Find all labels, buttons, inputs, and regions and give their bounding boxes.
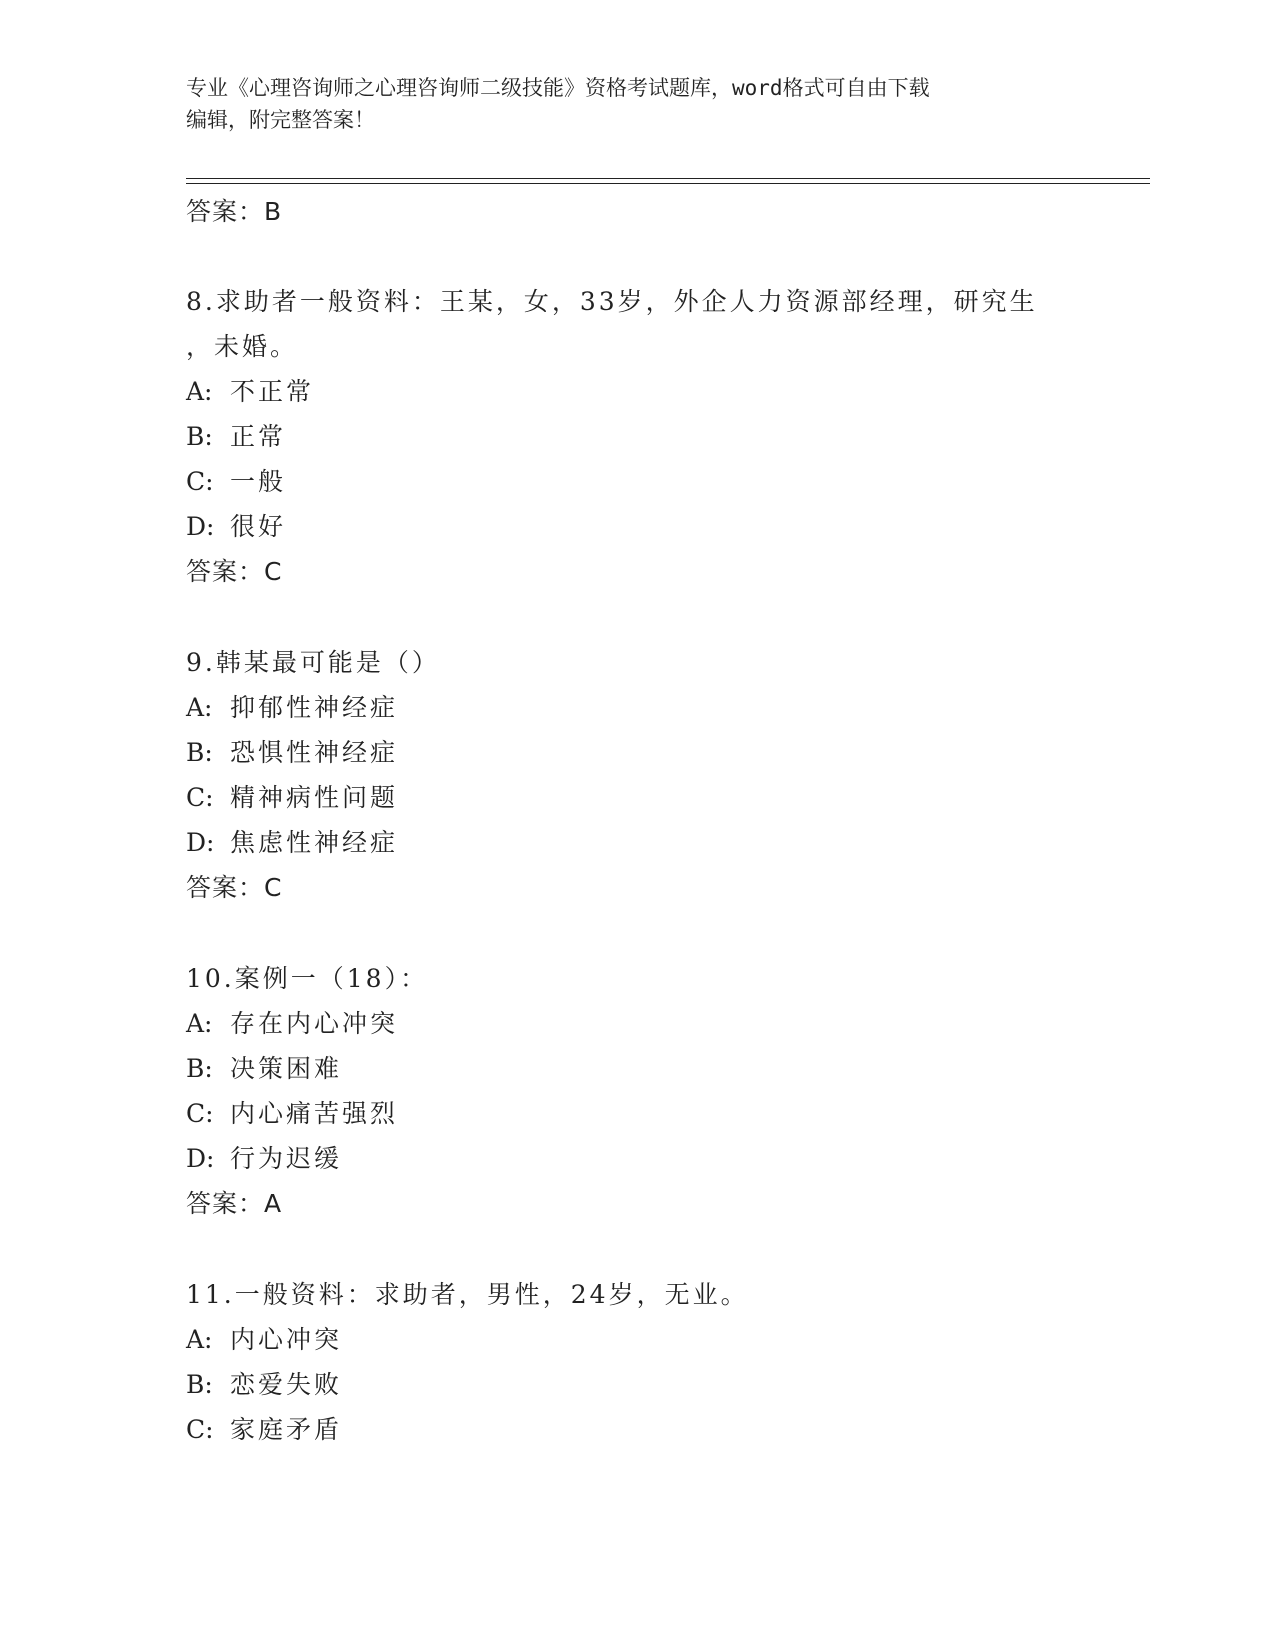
option-text: 家庭矛盾	[230, 1415, 343, 1444]
option-a	[186, 1001, 1086, 1046]
question-list	[186, 190, 1086, 1452]
option-letter: A:	[186, 1009, 213, 1038]
option-text: 很好	[230, 512, 287, 541]
option-d	[186, 1136, 1086, 1181]
option-text: 内心冲突	[230, 1325, 343, 1354]
option-letter: B:	[186, 1370, 213, 1399]
answer-line: 答案：C	[186, 557, 283, 586]
option-text: 抑郁性神经症	[230, 693, 399, 722]
question-text: 9.韩某最可能是（）	[186, 648, 440, 677]
spacer	[186, 234, 1086, 279]
option-letter: D:	[186, 512, 215, 541]
option-text: 焦虑性神经症	[230, 828, 399, 857]
question-text: 10.案例一（18）：	[186, 964, 429, 993]
option-text: 恋爱失败	[230, 1370, 343, 1399]
option-text: 存在内心冲突	[230, 1009, 399, 1038]
option-b	[186, 730, 1086, 775]
question-block	[186, 1272, 1086, 1452]
option-text: 决策困难	[230, 1054, 343, 1083]
option-c	[186, 775, 1086, 820]
option-letter: C:	[186, 467, 214, 496]
option-letter: D:	[186, 1144, 215, 1173]
option-text: 一般	[230, 467, 287, 496]
header-line-2: 编辑，附完整答案！	[186, 108, 375, 132]
option-letter: B:	[186, 422, 213, 451]
spacer	[186, 1227, 1086, 1272]
option-b	[186, 1362, 1086, 1407]
option-b	[186, 414, 1086, 459]
option-letter: C:	[186, 1099, 214, 1128]
header-divider-bottom	[186, 183, 1150, 184]
header-line-1: 专业《心理咨询师之心理咨询师二级技能》资格考试题库，word格式可自由下载	[186, 76, 930, 100]
option-letter: C:	[186, 783, 214, 812]
option-c	[186, 459, 1086, 504]
question-text-continued: ，未婚。	[186, 332, 299, 361]
answer-line: 答案：A	[186, 1189, 283, 1218]
option-letter: B:	[186, 738, 213, 767]
option-letter: A:	[186, 377, 213, 406]
option-text: 内心痛苦强烈	[230, 1099, 399, 1128]
option-b	[186, 1046, 1086, 1091]
option-letter: A:	[186, 1325, 213, 1354]
option-a	[186, 1317, 1086, 1362]
option-letter: B:	[186, 1054, 213, 1083]
spacer	[186, 595, 1086, 640]
question-block	[186, 640, 1086, 911]
option-c	[186, 1407, 1086, 1452]
option-d	[186, 820, 1086, 865]
option-text: 正常	[230, 422, 287, 451]
option-text: 恐惧性神经症	[230, 738, 399, 767]
option-letter: A:	[186, 693, 213, 722]
document-header	[186, 72, 1076, 136]
option-a	[186, 685, 1086, 730]
option-letter: D:	[186, 828, 215, 857]
option-letter: C:	[186, 1415, 214, 1444]
header-divider-top	[186, 178, 1150, 179]
question-block	[186, 956, 1086, 1227]
question-text: 8.求助者一般资料：王某，女，33岁，外企人力资源部经理，研究生	[186, 287, 1038, 316]
option-text: 不正常	[230, 377, 315, 406]
option-a	[186, 369, 1086, 414]
option-text: 行为迟缓	[230, 1144, 343, 1173]
question-text: 11.一般资料：求助者，男性，24岁，无业。	[186, 1280, 749, 1309]
option-c	[186, 1091, 1086, 1136]
spacer	[186, 911, 1086, 956]
question-block	[186, 279, 1086, 595]
previous-answer: 答案：B	[186, 197, 283, 226]
answer-line: 答案：C	[186, 873, 283, 902]
option-text: 精神病性问题	[230, 783, 399, 812]
option-d	[186, 504, 1086, 549]
